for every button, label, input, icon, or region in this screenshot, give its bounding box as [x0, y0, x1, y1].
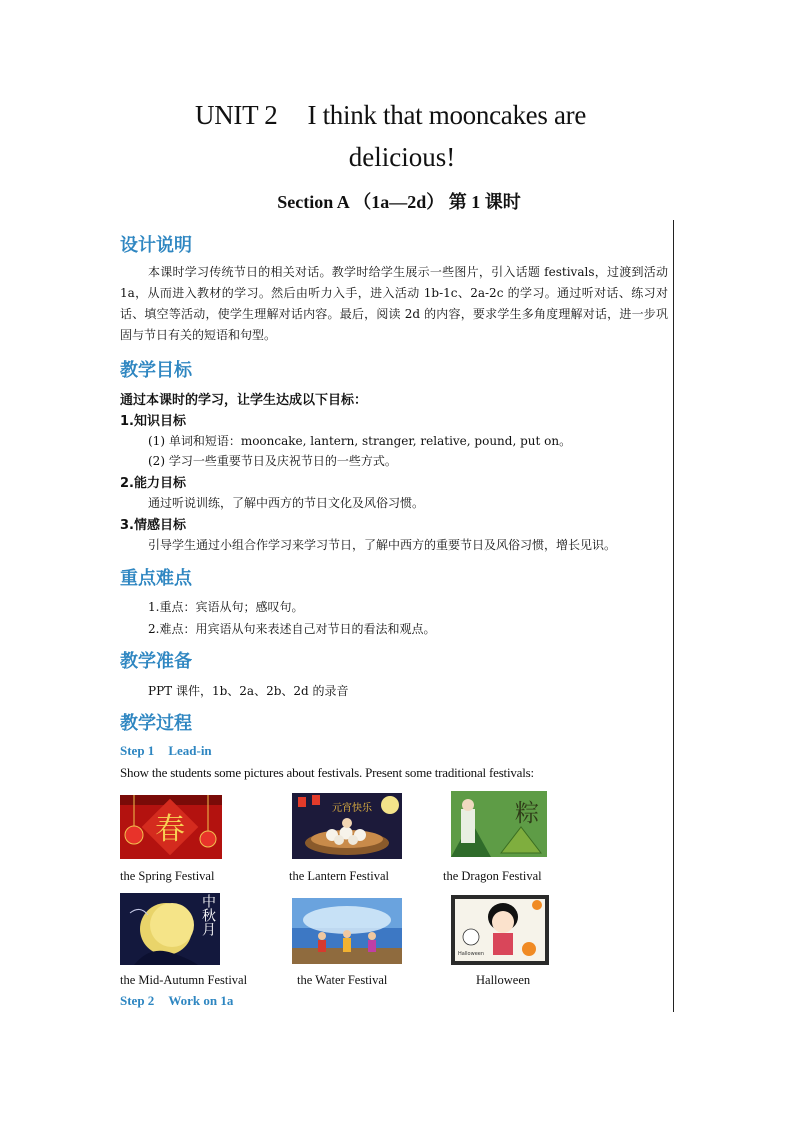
step-1-text: Show the students some pictures about festivals. Present some traditional festivals:	[120, 765, 534, 780]
lantern-greeting: 元宵快乐	[332, 803, 372, 814]
mid-autumn-characters: 中秋月	[200, 894, 216, 936]
step-2-name: Work on 1a	[168, 993, 234, 1008]
caption-water: the Water Festival	[297, 973, 388, 987]
caption-halloween: Halloween	[476, 973, 531, 987]
heading-design: 设计说明	[120, 235, 192, 256]
dragon-character: 粽	[515, 799, 539, 827]
ability-item: 通过听说训练，了解中西方的节日文化及风俗习惯。	[148, 496, 425, 510]
margin-rule	[673, 220, 674, 1012]
heading-objectives: 教学目标	[120, 360, 192, 381]
title-line-2: delicious!	[348, 142, 456, 172]
title-line-1: I think that mooncakes are	[307, 100, 587, 130]
heading-process: 教学过程	[120, 713, 192, 734]
water-festival-image	[292, 898, 402, 964]
knowledge-item-1: (1) 单词和短语：mooncake, lantern, stranger, relative, pound, put on。	[148, 434, 572, 448]
preparation-text: PPT 课件，1b、2a、2b、2d 的录音	[148, 684, 349, 698]
knowledge-title: 1.知识目标	[120, 414, 186, 429]
step-2-number: Step 2	[120, 993, 155, 1008]
spring-festival-image	[120, 795, 222, 859]
key-point-2: 2.难点：用宾语从句来表述自己对节日的看法和观点。	[148, 622, 436, 636]
heading-key-points: 重点难点	[120, 568, 192, 589]
lantern-festival-image	[292, 793, 402, 859]
key-point-1: 1.重点：宾语从句；感叹句。	[148, 600, 304, 614]
emotion-title: 3.情感目标	[120, 518, 186, 533]
caption-lantern: the Lantern Festival	[289, 869, 389, 883]
caption-spring: the Spring Festival	[120, 869, 215, 883]
halloween-label: Halloween	[457, 951, 485, 957]
step-2-heading	[120, 993, 233, 1009]
section-subtitle: Section A （1a—2d） 第 1 课时	[277, 192, 521, 212]
emotion-item: 引导学生通过小组合作学习来学习节日，了解中西方的重要节日及风俗习惯，增长见识。	[148, 538, 617, 552]
step-1-heading	[120, 743, 212, 759]
knowledge-item-2: (2) 学习一些重要节日及庆祝节日的一些方式。	[148, 454, 397, 468]
step-1-number: Step 1	[120, 743, 155, 758]
mid-autumn-image	[120, 893, 220, 965]
halloween-image	[451, 895, 549, 965]
objectives-intro: 通过本课时的学习，让学生达成以下目标：	[120, 393, 368, 408]
caption-dragon: the Dragon Festival	[443, 869, 542, 883]
step-1-name: Lead-in	[168, 743, 212, 758]
unit-number: UNIT 2	[195, 100, 278, 130]
design-paragraph: 本课时学习传统节日的相关对话。教学时给学生展示一些图片，引入话题 festivals，过渡到活动 1a，从而进入教材的学习。然后由听力入手，进入活动 1b-1c、2a-2c 的学习。通过听对话、练习对话、填空等活动，使学生理解对话内容。最后，阅读 2d 的内容，要求学生多角度理解对话，进一步巩固与节日有关的短语和句型。	[120, 265, 668, 342]
ability-title: 2.能力目标	[120, 476, 186, 491]
unit-title	[195, 100, 655, 131]
dragon-festival-image	[451, 791, 547, 857]
spring-character: 春	[155, 812, 185, 847]
heading-preparation: 教学准备	[120, 651, 192, 672]
caption-mid-autumn: the Mid-Autumn Festival	[120, 973, 248, 987]
